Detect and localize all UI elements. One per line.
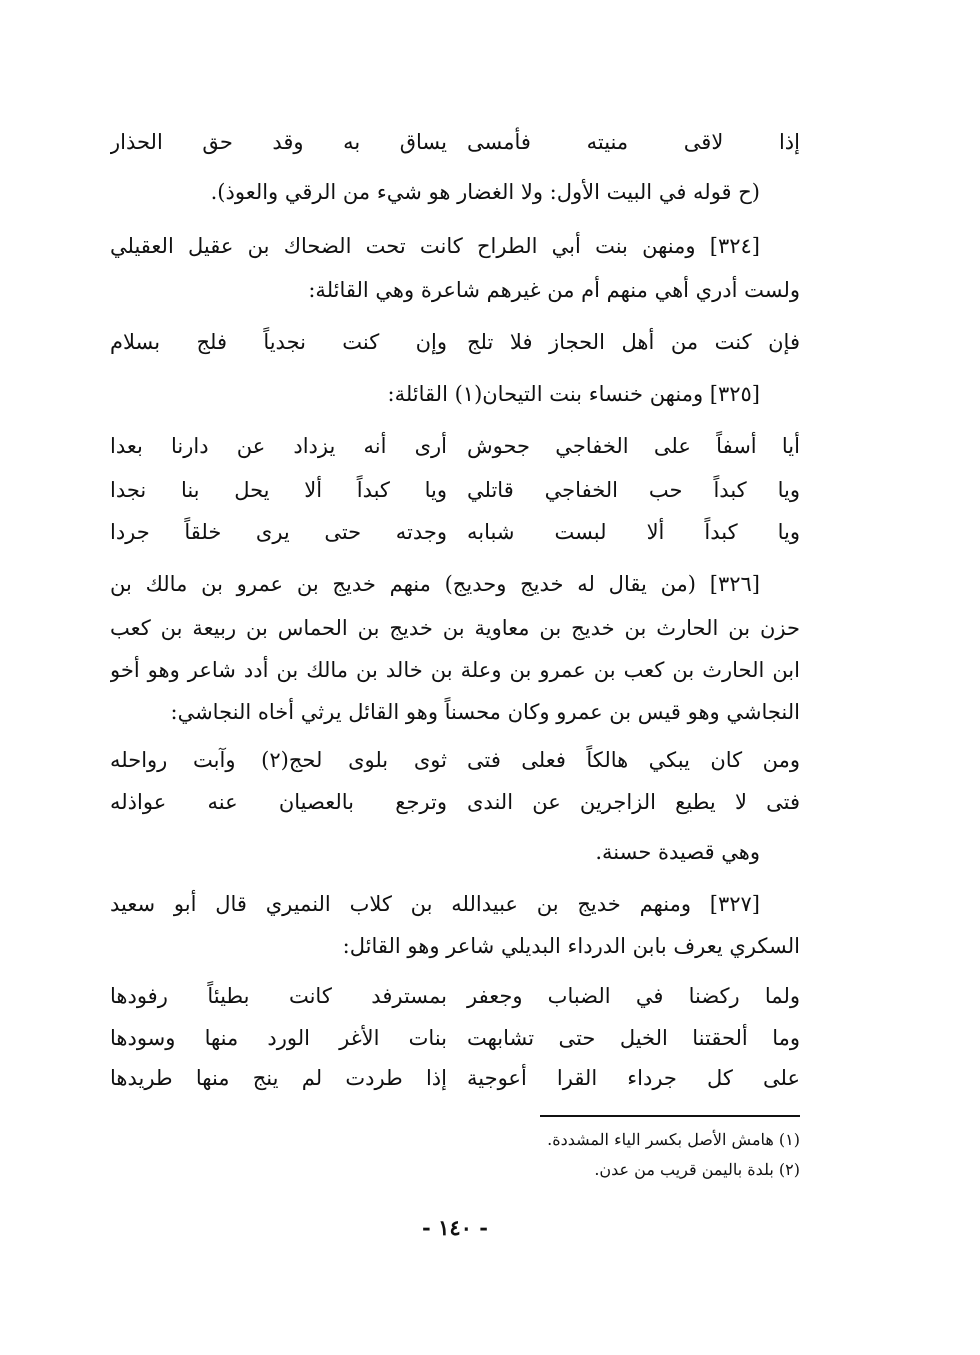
verse-line — [110, 1016, 800, 1060]
verse-line — [110, 510, 800, 554]
verse-hemistich-first: أيا أسفاً على الخفاجي جحوش — [467, 434, 800, 458]
verse-hemistich-first: ويا كبداً حب الخفاجي قاتلي — [467, 478, 800, 502]
verse-hemistich-first: إذا لاقى منيته فأمسى — [467, 130, 800, 154]
verse-hemistich-second: يساق به وقد حق الحذار — [110, 130, 447, 154]
verse-line — [110, 320, 800, 364]
verse-hemistich-second: وجدته حتى يرى خلقاً جردا — [110, 520, 447, 544]
verse-line — [110, 120, 800, 164]
footnote-1: (١) هامش الأصل بكسر الياء المشددة. — [547, 1130, 800, 1149]
verse-hemistich-second: أرى أنه يزداد عن دارنا بعدا — [110, 434, 447, 458]
verse-line — [110, 780, 800, 824]
verse-line — [110, 738, 800, 782]
entry-324-line-1: [٣٢٤] ومنهن بنت أبي الطراح كانت تحت الضحاك بن عقيل العقيلي — [110, 234, 760, 258]
verse-hemistich-first: ويا كبداً ألا لبست شبابه — [467, 520, 800, 544]
verse-hemistich-second: ثوى بلوى لحج(٢) وآبت رواحله — [110, 748, 447, 772]
footnote-2: (٢) بلدة باليمن قريب من عدن. — [594, 1160, 800, 1179]
verse-hemistich-second: إذا طردت لم ينج منها طريدها — [110, 1066, 447, 1090]
verse-line — [110, 424, 800, 468]
verse-hemistich-second: وإن كنت نجدياً فلج بسلام — [110, 330, 447, 354]
book-page — [110, 110, 800, 1250]
verse-remark: وهي قصيدة حسنة. — [595, 840, 760, 864]
page-number: - ١٤٠ - — [422, 1215, 488, 1240]
entry-326-line-2: حزن بن الحارث بن خديج بن معاوية بن خديج بن الحماس بن ربيعة بن كعب — [110, 616, 800, 640]
verse-hemistich-first: وما ألحقتنا الخيل حتى تشابهت — [467, 1026, 800, 1050]
verse-line — [110, 1056, 800, 1100]
entry-327-line-1: [٣٢٧] ومنهم خديج بن عبيدالله بن كلاب النميري قال أبو سعيد — [110, 892, 760, 916]
entry-324-line-2: ولست أدري أهي منهم أم من غيرهم شاعرة وهي القائلة: — [308, 278, 800, 302]
entry-326-line-4: النجاشي وهو قيس بن عمرو وكان محسناً وهو القائل يرثي أخاه النجاشي: — [170, 700, 800, 724]
verse-hemistich-second: ويا كبداً ألا يحل بنا نجدا — [110, 478, 447, 502]
entry-327-line-2: السكري يعرف بابن الدرداء البديلي شاعر وهو القائل: — [342, 934, 800, 958]
footnote-separator — [540, 1115, 800, 1117]
verse-line — [110, 974, 800, 1018]
verse-hemistich-first: فتى لا يطيع الزاجرين عن الندى — [467, 790, 800, 814]
verse-hemistich-second: بنات الأغر الورد منها وسودها — [110, 1026, 447, 1050]
verse-line — [110, 468, 800, 512]
entry-325-line-1: [٣٢٥] ومنهن خنساء بنت التيحان(١) القائلة: — [387, 382, 760, 406]
entry-326-line-3: ابن الحارث بن كعب بن عمرو بن وعلة بن خالد بن مالك بن أدد شاعر وهو أخو — [110, 658, 800, 682]
commentary-note: (ح قوله في البيت الأول: ولا الغضار هو شيء من الرقي والعوذ). — [210, 180, 760, 204]
verse-hemistich-first: ومن كان يبكي هالكاً فعلى فتى — [467, 748, 800, 772]
verse-hemistich-first: ولما ركضنا في الضباب وجعفر — [467, 984, 800, 1008]
entry-326-line-1: [٣٢٦] (من يقال له خديج وحديج) منهم خديج بن عمرو بن مالك بن — [110, 572, 760, 596]
verse-hemistich-first: على كل جرداء القرا أعوجية — [467, 1066, 800, 1090]
verse-hemistich-first: فإن كنت من أهل الحجاز فلا تلج — [467, 330, 800, 354]
verse-hemistich-second: وترجع بالعصيان عنه عواذله — [110, 790, 447, 814]
verse-hemistich-second: بمسترفد كانت بطيئاً رفودها — [110, 984, 447, 1008]
